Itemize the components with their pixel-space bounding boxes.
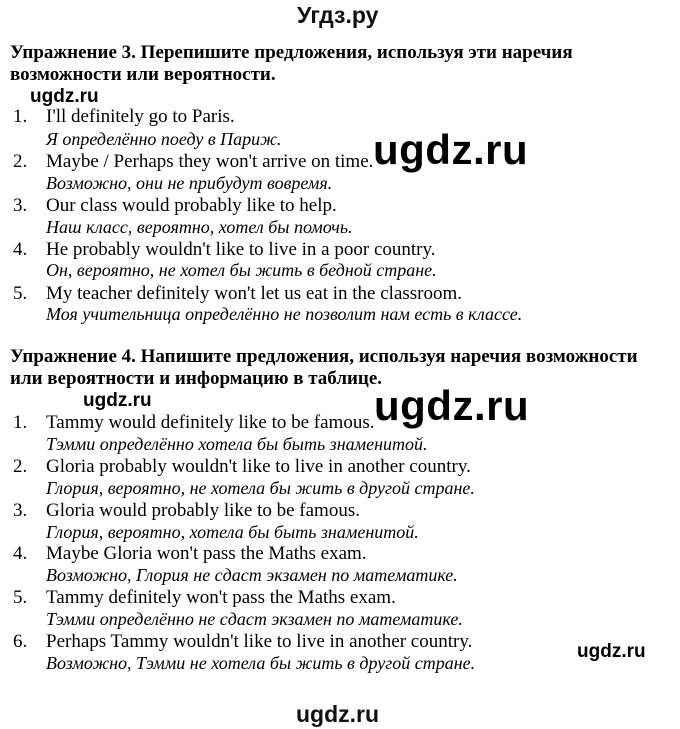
russian-translation: Наш класс, вероятно, хотел бы помочь. bbox=[46, 217, 353, 237]
item-number: 2. bbox=[13, 151, 28, 172]
english-sentence: Tammy definitely won't pass the Maths exam. bbox=[46, 587, 396, 608]
english-sentence: Tammy would definitely like to be famous. bbox=[46, 412, 375, 433]
russian-translation: Возможно, Глория не сдаст экзамен по математике. bbox=[46, 565, 458, 585]
exercise4-heading-line1: Упражнение 4. Напишите предложения, используя наречия возможности bbox=[10, 346, 638, 367]
item-number: 5. bbox=[13, 587, 28, 608]
russian-translation: Возможно, они не прибудут вовремя. bbox=[46, 173, 333, 193]
footer-site-name: ugdz.ru bbox=[296, 701, 380, 727]
watermark-ugdz-large: ugdz.ru bbox=[374, 382, 530, 429]
exercise4-heading-line2: или вероятности и информацию в таблице. bbox=[10, 368, 383, 389]
russian-translation: Моя учительница определённо не позволит нам есть в классе. bbox=[46, 304, 523, 324]
item-number: 3. bbox=[13, 500, 28, 521]
exercise3-heading-line1: Упражнение 3. Перепишите предложения, используя эти наречия bbox=[10, 42, 573, 63]
english-sentence: Maybe Gloria won't pass the Maths exam. bbox=[46, 543, 367, 564]
english-sentence: I'll definitely go to Paris. bbox=[46, 106, 235, 127]
english-sentence: Our class would probably like to help. bbox=[46, 195, 337, 216]
item-number: 2. bbox=[13, 456, 28, 477]
item-number: 4. bbox=[13, 543, 28, 564]
russian-translation: Глория, вероятно, не хотела бы жить в другой стране. bbox=[46, 478, 475, 498]
watermark-ugdz: ugdz.ru bbox=[30, 86, 99, 107]
russian-translation: Он, вероятно, не хотел бы жить в бедной стране. bbox=[46, 260, 437, 280]
english-sentence: Maybe / Perhaps they won't arrive on time. bbox=[46, 151, 374, 172]
watermark-ugdz: ugdz.ru bbox=[83, 390, 152, 411]
russian-translation: Глория, вероятно, хотела бы быть знаменитой. bbox=[46, 522, 419, 542]
english-sentence: Perhaps Tammy wouldn't like to live in another country. bbox=[46, 631, 473, 652]
item-number: 1. bbox=[13, 106, 28, 127]
english-sentence: He probably wouldn't like to live in a poor country. bbox=[46, 239, 436, 260]
watermark-ugdz-large: ugdz.ru bbox=[373, 126, 529, 173]
exercise3-heading-line2: возможности или вероятности. bbox=[10, 64, 276, 85]
item-number: 1. bbox=[13, 412, 28, 433]
russian-translation: Возможно, Тэмми не хотела бы жить в другой стране. bbox=[46, 653, 476, 673]
english-sentence: Gloria would probably like to be famous. bbox=[46, 500, 360, 521]
item-number: 4. bbox=[13, 239, 28, 260]
item-number: 5. bbox=[13, 283, 28, 304]
item-number: 6. bbox=[13, 631, 28, 652]
russian-translation: Тэмми определённо не сдаст экзамен по математике. bbox=[46, 609, 463, 629]
english-sentence: Gloria probably wouldn't like to live in another country. bbox=[46, 456, 471, 477]
item-number: 3. bbox=[13, 195, 28, 216]
watermark-ugdz: ugdz.ru bbox=[577, 641, 646, 662]
english-sentence: My teacher definitely won't let us eat in the classroom. bbox=[46, 283, 463, 304]
site-title: Угдз.ру bbox=[297, 2, 379, 28]
russian-translation: Тэмми определённо хотела бы быть знаменитой. bbox=[46, 434, 428, 454]
russian-translation: Я определённо поеду в Париж. bbox=[46, 129, 282, 149]
